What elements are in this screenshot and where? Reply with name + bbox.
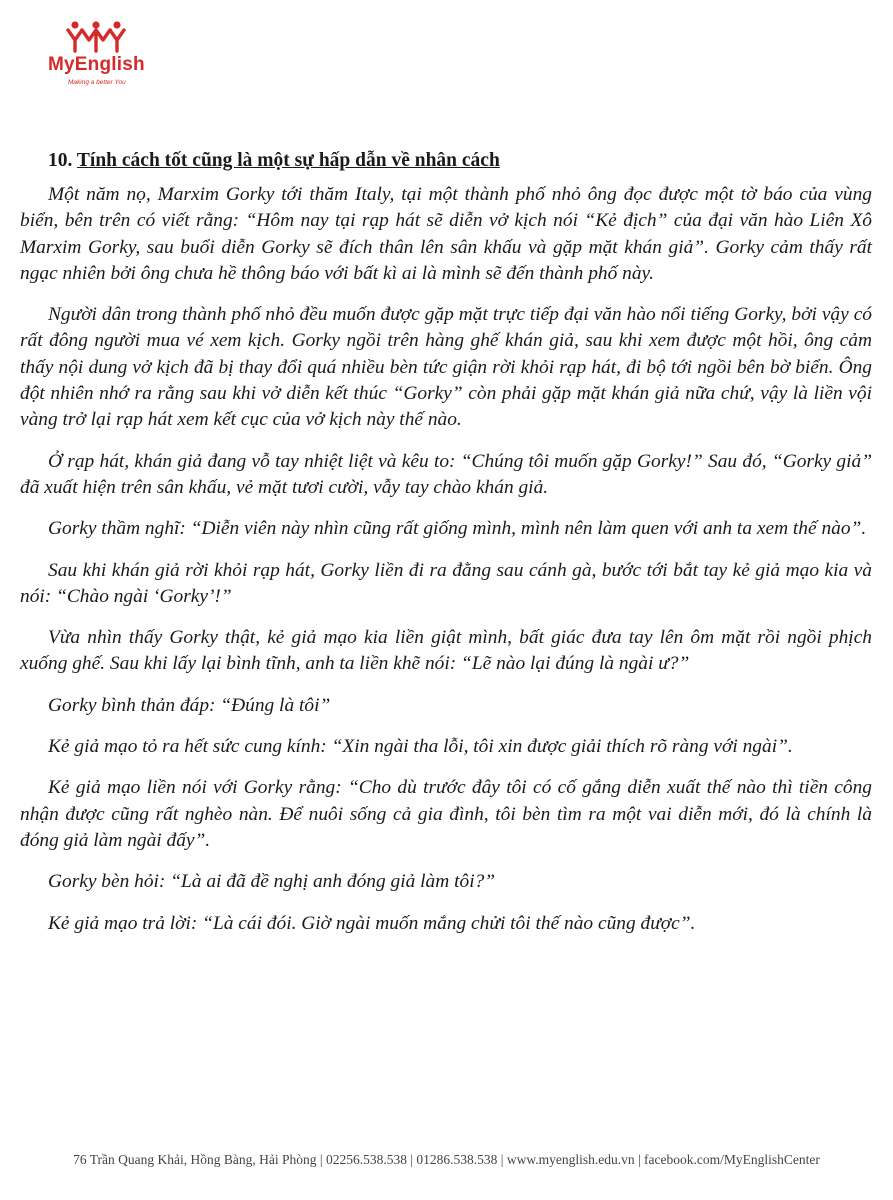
paragraph: Kẻ giả mạo liền nói với Gorky rằng: “Cho dù trước đây tôi có cố gắng diễn xuất thế nào thì tiền công nhận được cũng rất nghèo nàn. Để nuôi sống cả gia đình, tôi bèn tìm ra một vai diễn mới, đó là chính là đóng giả làm ngài đấy”. xyxy=(20,777,872,851)
brand-tagline: Making a better You xyxy=(68,79,126,86)
section-heading xyxy=(48,150,872,172)
section-number: 10. xyxy=(48,150,73,171)
paragraph: Kẻ giả mạo tỏ ra hết sức cung kính: “Xin ngài tha lỗi, tôi xin được giải thích rõ ràng với ngài”. xyxy=(48,736,793,758)
paragraph: Người dân trong thành phố nhỏ đều muốn được gặp mặt trực tiếp đại văn hào nổi tiếng Gorky, bởi vậy có rất đông người mua vé xem kịch. Gorky ngồi trên hàng ghế khán giả, sau khi xem được một hồi, ông cảm thấy nội dung vở kịch đã bị thay đổi quá nhiều bèn tức giận rời khỏi rạp hát, đi bộ tới ngồi bên bờ biển. Ông đột nhiên nhớ ra rằng sau khi vở diễn kết thúc “Gorky” còn phải gặp mặt khán giả nữa chứ, vậy là liền vội vàng trở lại rạp hát xem kết cục của vở kịch này thế nào. xyxy=(20,304,872,431)
article xyxy=(20,150,872,952)
paragraph: Ở rạp hát, khán giả đang vỗ tay nhiệt liệt và kêu to: “Chúng tôi muốn gặp Gorky!” Sau đó, “Gorky giả” đã xuất hiện trên sân khấu, vẻ mặt tươi cười, vẫy tay chào khán giả. xyxy=(20,450,872,498)
paragraph: Một năm nọ, Marxim Gorky tới thăm Italy, tại một thành phố nhỏ ông đọc được một tờ báo của vùng biển, bên trên có viết rằng: “Hôm nay tại rạp hát sẽ diễn vở kịch nói “Kẻ địch” của đại văn hào Liên Xô Marxim Gorky, sau buổi diễn Gorky sẽ đích thân lên sân khấu và gặp mặt khán giả”. Gorky cảm thấy rất ngạc nhiên bởi ông chưa hề thông báo với bất kì ai là mình sẽ đến thành phố này. xyxy=(20,184,872,284)
paragraph: Gorky bình thản đáp: “Đúng là tôi” xyxy=(48,694,331,716)
people-logo-icon xyxy=(66,20,126,54)
brand-logo xyxy=(48,20,158,100)
paragraph: Vừa nhìn thấy Gorky thật, kẻ giả mạo kia liền giật mình, bất giác đưa tay lên ôm mặt rồi ngồi phịch xuống ghế. Sau khi lấy lại bình tĩnh, anh ta liền khẽ nói: “Lẽ nào lại đúng là ngài ư?” xyxy=(20,627,872,675)
paragraph: Gorky bèn hỏi: “Là ai đã đề nghị anh đóng giả làm tôi?” xyxy=(48,871,496,893)
paragraph: Gorky thầm nghĩ: “Diễn viên này nhìn cũng rất giống mình, mình nên làm quen với anh ta xem thế nào”. xyxy=(48,518,867,540)
section-title: Tính cách tốt cũng là một sự hấp dẫn về nhân cách xyxy=(76,150,500,171)
page-footer: 76 Trần Quang Khải, Hồng Bàng, Hải Phòng | 02256.538.538 | 01286.538.538 | www.myenglish.edu.vn | facebook.com/MyEnglishCenter xyxy=(73,1152,820,1167)
brand-name: MyEnglish xyxy=(48,54,145,75)
paragraph: Sau khi khán giả rời khỏi rạp hát, Gorky liền đi ra đằng sau cánh gà, bước tới bắt tay kẻ giả mạo kia và nói: “Chào ngài ‘Gorky’!” xyxy=(20,559,872,607)
paragraph: Kẻ giả mạo trả lời: “Là cái đói. Giờ ngài muốn mắng chửi tôi thế nào cũng được”. xyxy=(48,912,696,934)
